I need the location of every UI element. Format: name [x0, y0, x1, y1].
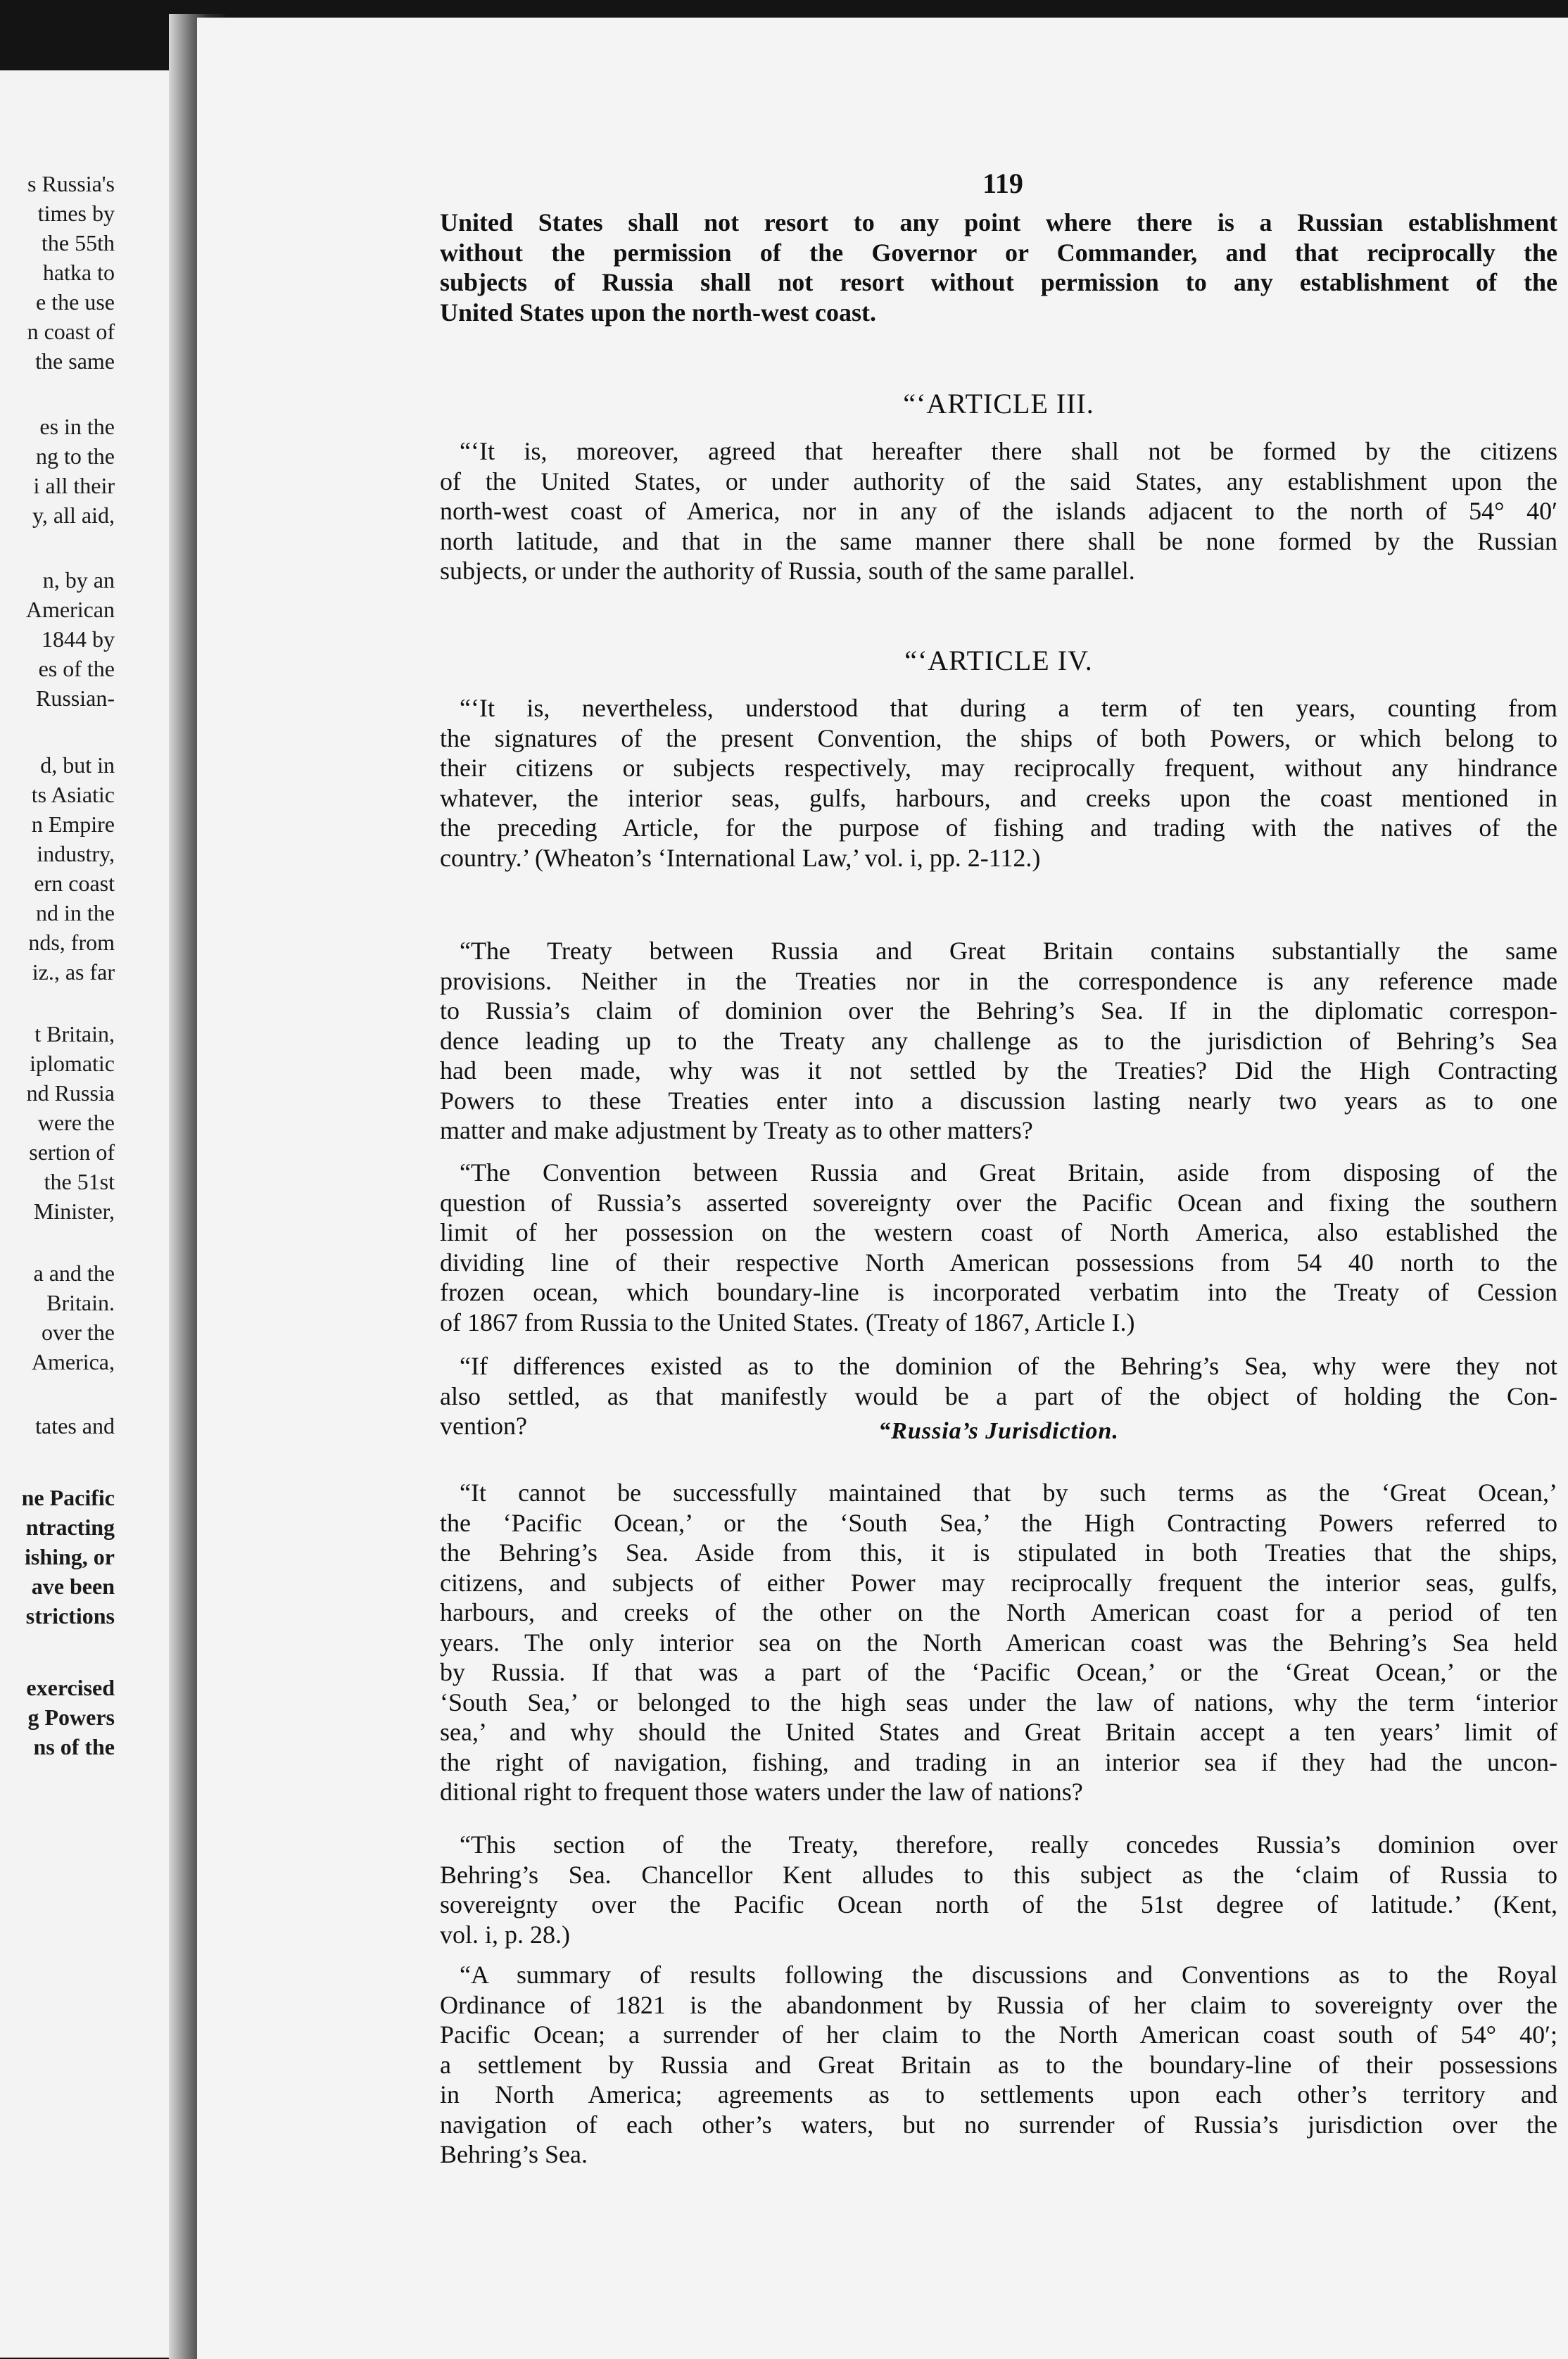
- facing-page-line: es of the: [38, 656, 115, 681]
- text-line: United States shall not resort to any point where there is a Russian establishment: [440, 208, 1557, 236]
- text-line: frozen ocean, which boundary-line is incorporated verbatim into the Treaty of Cession: [440, 1278, 1557, 1306]
- facing-page-line: nds, from: [28, 930, 115, 955]
- facing-page-line: exercised: [26, 1675, 115, 1700]
- text-line: Ordinance of 1821 is the abandonment by Russia of her claim to sovereignty over the: [440, 1990, 1557, 2019]
- facing-page-line: tates and: [35, 1413, 115, 1438]
- text-line: dence leading up to the Treaty any challenge as to the jurisdiction of Behring’s Sea: [440, 1026, 1557, 1055]
- facing-page-line: nd in the: [36, 900, 115, 925]
- facing-page-line: were the: [37, 1110, 115, 1135]
- text-line: north latitude, and that in the same manner there shall be none formed by the Russian: [440, 526, 1557, 555]
- text-line: subjects of Russia shall not resort without permission to any establishment of the: [440, 268, 1557, 296]
- text-line: dividing line of their respective North American possessions from 54 40 north to the: [440, 1248, 1557, 1277]
- text-line: Powers to these Treaties enter into a discussion lasting nearly two years as to one: [440, 1086, 1557, 1115]
- facing-page-line: America,: [31, 1349, 115, 1374]
- facing-page-line: d, but in: [40, 752, 115, 778]
- text-line: ‘South Sea,’ or belonged to the high seas under the law of nations, why the term ‘interior: [440, 1688, 1557, 1716]
- text-line: a settlement by Russia and Great Britain as to the boundary-line of their possessions: [440, 2050, 1557, 2079]
- text-line: ditional right to frequent those waters under the law of nations?: [440, 1778, 1083, 1806]
- text-line: without the permission of the Governor or Commander, and that reciprocally the: [440, 238, 1557, 267]
- text-line: by Russia. If that was a part of the ‘Pacific Ocean,’ or the ‘Great Ocean,’ or the: [440, 1658, 1557, 1686]
- facing-page-line: s Russia's: [27, 171, 115, 196]
- text-line: “‘It is, nevertheless, understood that during a term of ten years, counting from: [460, 694, 1557, 722]
- text-line: vention?: [440, 1412, 527, 1440]
- facing-page-line: ng to the: [36, 443, 115, 469]
- text-line: of the United States, or under authority of the said States, any establishment upon the: [440, 467, 1557, 495]
- facing-page-line: iplomatic: [30, 1051, 115, 1076]
- text-line: the preceding Article, for the purpose of fishing and trading with the natives of the: [440, 814, 1557, 842]
- paragraph: [440, 1830, 1557, 1949]
- facing-page-line: hatka to: [42, 260, 115, 285]
- text-line: also settled, as that manifestly would be a part of the object of holding the Con-: [440, 1381, 1557, 1410]
- facing-page-line: n Empire: [31, 811, 115, 837]
- text-line: Behring’s Sea.: [440, 2140, 588, 2168]
- text-line: citizens, and subjects of either Power may reciprocally frequent the interior seas, gulfs,: [440, 1568, 1557, 1597]
- facing-page-line: e the use: [36, 289, 115, 315]
- facing-page-line: the 51st: [44, 1169, 115, 1194]
- page-number: 119: [982, 167, 1023, 199]
- facing-page-line: ern coast: [34, 871, 115, 896]
- facing-page-line: Minister,: [33, 1199, 115, 1224]
- text-line: sovereignty over the Pacific Ocean north of the 51st degree of latitude.’ (Kent,: [440, 1890, 1557, 1918]
- text-line: “‘It is, moreover, agreed that hereafter there shall not be formed by the citizens: [460, 437, 1557, 465]
- text-line: had been made, why was it not settled by the Treaties? Did the High Contracting: [440, 1056, 1557, 1084]
- facing-page-line: y, all aid,: [32, 502, 115, 528]
- facing-page-line: ne Pacific: [21, 1485, 115, 1510]
- facing-page-line: strictions: [25, 1603, 115, 1628]
- paragraph: [440, 936, 1557, 1146]
- text-line: “A summary of results following the discussions and Conventions as to the Royal: [460, 1961, 1557, 1989]
- document-page: [197, 18, 1568, 2359]
- facing-page-line: ishing, or: [24, 1544, 115, 1569]
- text-line: years. The only interior sea on the North American coast was the Behring’s Sea held: [440, 1628, 1557, 1657]
- facing-page-line: industry,: [37, 841, 115, 866]
- text-line: provisions. Neither in the Treaties nor in the correspondence is any reference made: [440, 966, 1557, 995]
- text-line: their citizens or subjects respectively, may reciprocally frequent, without any hindrance: [440, 754, 1557, 782]
- text-line: the right of navigation, fishing, and trading in an interior sea if they had the uncon-: [440, 1747, 1557, 1776]
- text-line: navigation of each other’s waters, but no surrender of Russia’s jurisdiction over the: [440, 2110, 1557, 2139]
- facing-page-line: i all their: [33, 473, 115, 498]
- text-line: in North America; agreements as to settlements upon each other’s territory and: [440, 2080, 1557, 2108]
- text-line: “The Treaty between Russia and Great Britain contains substantially the same: [460, 937, 1557, 965]
- text-line: matter and make adjustment by Treaty as to other matters?: [440, 1116, 1033, 1144]
- facing-page-line: ave been: [31, 1574, 115, 1599]
- paragraph: [440, 1158, 1557, 1337]
- text-line: “This section of the Treaty, therefore, really concedes Russia’s dominion over: [460, 1830, 1557, 1859]
- text-line: United States upon the north-west coast.: [440, 298, 876, 327]
- text-line: question of Russia’s asserted sovereignty over the Pacific Ocean and fixing the southern: [440, 1188, 1557, 1217]
- paragraph: [440, 1960, 1557, 2170]
- facing-page-line: the same: [35, 348, 115, 374]
- text-line: Pacific Ocean; a surrender of her claim to the North American coast south of 54° 40′;: [440, 2020, 1557, 2049]
- facing-page-line: ntracting: [25, 1514, 115, 1540]
- facing-page-line: the 55th: [42, 230, 115, 255]
- text-line: subjects, or under the authority of Russia, south of the same parallel.: [440, 557, 1135, 585]
- text-line: “The Convention between Russia and Great Britain, aside from disposing of the: [460, 1158, 1557, 1187]
- facing-page-line: ns of the: [33, 1734, 115, 1759]
- text-line: “If differences existed as to the dominion of the Behring’s Sea, why were they not: [460, 1352, 1557, 1380]
- text-line: whatever, the interior seas, gulfs, harbours, and creeks upon the coast mentioned in: [440, 783, 1557, 812]
- paragraph: [440, 1478, 1557, 1807]
- text-line: the signatures of the present Convention, the ships of both Powers, or which belong to: [440, 723, 1557, 752]
- text-line: limit of her possession on the western coast of North America, also established the: [440, 1218, 1557, 1246]
- facing-page-line: t Britain,: [34, 1021, 115, 1046]
- text-line: to Russia’s claim of dominion over the Behring’s Sea. If in the diplomatic correspon-: [440, 997, 1557, 1025]
- paragraph: [440, 436, 1557, 586]
- facing-page-line: 1844 by: [42, 626, 115, 652]
- text-line: “It cannot be successfully maintained that by such terms as the ‘Great Ocean,’: [460, 1479, 1557, 1507]
- paragraph: [440, 208, 1557, 327]
- text-line: north-west coast of America, nor in any of the islands adjacent to the north of 54° 40′: [440, 497, 1557, 525]
- facing-page-line: g Powers: [27, 1705, 115, 1730]
- text-line: harbours, and creeks of the other on the North American coast for a period of ten: [440, 1598, 1557, 1626]
- text-line: sea,’ and why should the United States and Great Britain accept a ten years’ limit of: [440, 1718, 1557, 1746]
- facing-page-line: Britain.: [46, 1290, 115, 1315]
- facing-page-line: es in the: [39, 414, 115, 439]
- facing-page-line: nd Russia: [26, 1080, 115, 1106]
- facing-page-line: times by: [37, 201, 115, 226]
- article-heading: “‘ARTICLE III.: [903, 388, 1094, 419]
- paragraph: [440, 693, 1557, 873]
- article-heading: “‘ARTICLE IV.: [904, 645, 1093, 676]
- text-line: vol. i, p. 28.): [440, 1920, 570, 1949]
- facing-page-line: n, by an: [42, 567, 115, 593]
- text-line: the Behring’s Sea. Aside from this, it is stipulated in both Treaties that the ships,: [440, 1538, 1557, 1567]
- facing-page-line: a and the: [33, 1260, 115, 1286]
- section-subheading: “Russia’s Jurisdiction.: [878, 1418, 1119, 1444]
- facing-page-line: Russian-: [36, 685, 115, 711]
- facing-page-line: iz., as far: [32, 959, 115, 985]
- text-line: Behring’s Sea. Chancellor Kent alludes to this subject as the ‘claim of Russia to: [440, 1860, 1557, 1889]
- text-line: country.’ (Wheaton’s ‘International Law,’ vol. i, pp. 2-112.): [440, 843, 1041, 872]
- facing-page-line: sertion of: [29, 1139, 115, 1165]
- text-line: of 1867 from Russia to the United States. (Treaty of 1867, Article I.): [440, 1308, 1135, 1336]
- facing-page-line: n coast of: [27, 319, 115, 344]
- text-line: the ‘Pacific Ocean,’ or the ‘South Sea,’ the High Contracting Powers referred to: [440, 1508, 1557, 1537]
- facing-page-line: over the: [42, 1320, 115, 1345]
- facing-page-line: ts Asiatic: [31, 782, 115, 807]
- facing-page-fragment: [0, 70, 194, 2358]
- facing-page-line: American: [25, 597, 115, 622]
